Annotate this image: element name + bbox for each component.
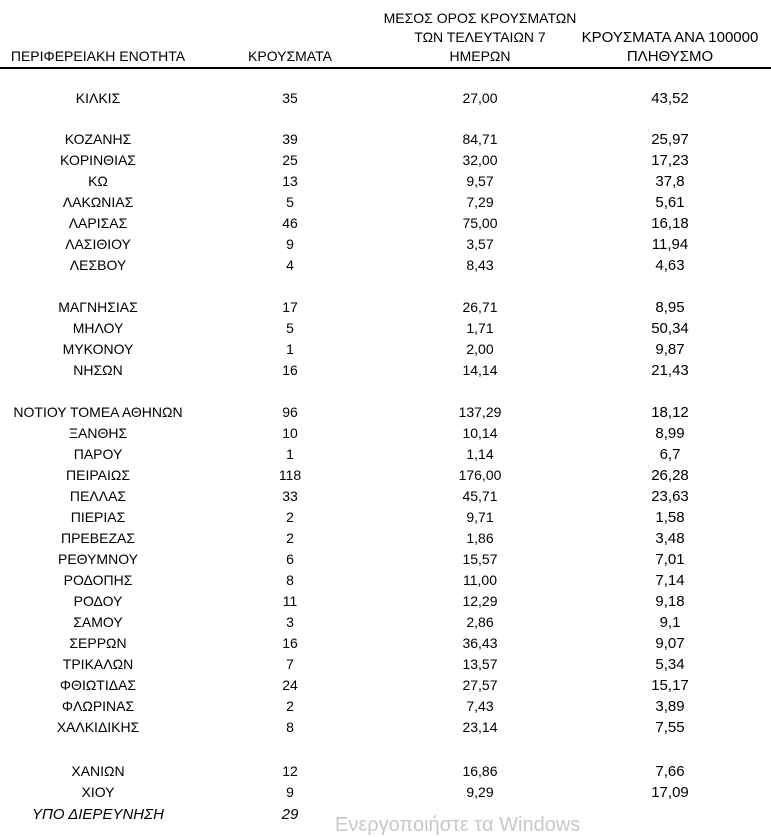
table-row (0, 633, 771, 654)
cell-per100k: 21,43 (651, 362, 689, 379)
table-row (0, 591, 771, 612)
cell-unit: ΠΕΛΛΑΣ (69, 488, 127, 504)
cell-avg7: 8,43 (466, 257, 494, 273)
cell-unit: ΣΑΜΟΥ (73, 614, 123, 630)
cell-unit: ΡΟΔΟΥ (73, 593, 123, 609)
cell-per100k: 25,97 (651, 131, 689, 148)
cell-per100k: 4,63 (655, 257, 685, 274)
cell-cases: 9 (286, 784, 294, 800)
cell-unit: ΜΥΚΟΝΟΥ (62, 341, 134, 357)
cell-per100k: 3,48 (655, 530, 685, 547)
cell-avg7: 13,57 (462, 656, 498, 672)
cell-unit: ΠΡΕΒΕΖΑΣ (60, 530, 135, 546)
cell-avg7: 36,43 (462, 635, 498, 651)
cell-per100k: 11,94 (651, 236, 689, 253)
cell-avg7: 27,57 (462, 677, 498, 693)
header-col-avg7 (380, 9, 580, 66)
header-col-cases: ΚΡΟΥΣΜΑΤΑ (248, 48, 332, 64)
cell-unit: ΝΗΣΩΝ (73, 362, 123, 378)
table-row (0, 150, 771, 171)
cell-unit: ΡΟΔΟΠΗΣ (63, 572, 133, 588)
cell-unit: ΚΟΖΑΝΗΣ (64, 131, 132, 147)
table-row (0, 612, 771, 633)
table-row (0, 171, 771, 192)
cell-per100k: 18,12 (651, 404, 689, 421)
cell-avg7: 137,29 (458, 404, 502, 420)
header-col-per100k (570, 28, 770, 66)
table-row (0, 444, 771, 465)
cell-per100k: 6,7 (659, 446, 681, 463)
header-avg7-line1: ΜΕΣΟΣ ΟΡΟΣ ΚΡΟΥΣΜΑΤΩΝ (383, 10, 577, 26)
cell-per100k: 23,63 (651, 488, 689, 505)
cell-cases: 10 (282, 425, 298, 441)
table-row (0, 402, 771, 423)
cell-unit: ΧΑΛΚΙΔΙΚΗΣ (56, 719, 140, 735)
cell-cases: 11 (282, 593, 298, 609)
cell-per100k: 5,61 (655, 194, 685, 211)
table-row (0, 88, 771, 109)
cell-unit: ΧΑΝΙΩΝ (71, 763, 125, 779)
cell-avg7: 2,86 (466, 614, 494, 630)
cell-unit: ΦΘΙΩΤΙΔΑΣ (59, 677, 137, 693)
cell-cases: 4 (286, 257, 294, 273)
table-row (0, 528, 771, 549)
cell-avg7: 26,71 (462, 299, 498, 315)
cell-avg7: 10,14 (462, 425, 498, 441)
cell-unit: ΜΗΛΟΥ (72, 320, 124, 336)
cell-per100k: 3,89 (655, 698, 685, 715)
cell-unit: ΛΑΡΙΣΑΣ (68, 215, 128, 231)
cell-cases: 6 (286, 551, 294, 567)
table-row (0, 234, 771, 255)
cell-unit: ΧΙΟΥ (81, 784, 115, 800)
cell-cases: 118 (278, 467, 302, 483)
header-avg7-line2: ΤΩΝ ΤΕΛΕΥΤΑΙΩΝ 7 (414, 29, 546, 45)
cell-unit: ΤΡΙΚΑΛΩΝ (62, 656, 134, 672)
table-row (0, 696, 771, 717)
cell-per100k: 9,87 (655, 341, 685, 358)
cell-unit: ΚΩ (88, 173, 108, 189)
cell-per100k: 8,99 (655, 425, 685, 442)
cell-cases: 96 (282, 404, 298, 420)
cell-per100k: 7,55 (655, 719, 685, 736)
cell-cases: 12 (282, 763, 298, 779)
cell-avg7: 1,14 (466, 446, 494, 462)
cell-per100k: 9,07 (655, 635, 685, 652)
table-row (0, 570, 771, 591)
cell-unit: ΦΛΩΡΙΝΑΣ (61, 698, 135, 714)
table-row (0, 675, 771, 696)
cell-avg7: 14,14 (462, 362, 498, 378)
cell-per100k: 43,52 (651, 90, 689, 107)
cell-unit: ΛΑΣΙΘΙΟΥ (65, 236, 131, 252)
cell-avg7: 27,00 (462, 90, 498, 106)
cell-per100k: 7,66 (655, 763, 685, 780)
cell-avg7: 12,29 (462, 593, 498, 609)
cell-cases: 16 (282, 635, 298, 651)
cell-unit: ΜΑΓΝΗΣΙΑΣ (58, 299, 138, 315)
table-row (0, 423, 771, 444)
cell-cases: 9 (286, 236, 294, 252)
cell-per100k: 9,1 (659, 614, 681, 631)
cell-avg7: 11,00 (463, 572, 497, 588)
table-row (0, 339, 771, 360)
cell-unit: ΠΕΙΡΑΙΩΣ (66, 467, 130, 483)
cell-cases: 13 (282, 173, 298, 189)
cell-cases: 2 (286, 698, 294, 714)
cell-cases: 5 (286, 320, 294, 336)
cell-unit: ΣΕΡΡΩΝ (69, 635, 127, 651)
cell-cases: 3 (286, 614, 294, 630)
cell-per100k: 37,8 (655, 173, 685, 190)
cell-cases: 1 (286, 446, 294, 462)
cell-unit: ΛΑΚΩΝΙΑΣ (62, 194, 134, 210)
table-row (0, 654, 771, 675)
cell-cases: 1 (286, 341, 294, 357)
cell-per100k: 15,17 (651, 677, 689, 694)
cell-avg7: 9,29 (466, 784, 494, 800)
cell-unit: ΞΑΝΘΗΣ (68, 425, 128, 441)
cell-unit: ΡΕΘΥΜΝΟΥ (57, 551, 138, 567)
cell-per100k: 7,01 (655, 551, 685, 568)
table-row (0, 507, 771, 528)
header-avg7-line3: ΗΜΕΡΩΝ (449, 48, 511, 64)
cell-avg7: 1,71 (466, 320, 494, 336)
cell-avg7: 32,00 (462, 152, 498, 168)
cell-avg7: 7,29 (466, 194, 494, 210)
cell-cases: 46 (282, 215, 298, 231)
windows-activation-watermark: Ενεργοποιήστε τα Windows (335, 814, 581, 836)
cell-cases: 8 (286, 572, 294, 588)
under-investigation-cases: 29 (281, 806, 299, 823)
table-row (0, 549, 771, 570)
cell-per100k: 8,95 (655, 299, 685, 316)
cell-cases: 24 (282, 677, 298, 693)
cell-unit: ΛΕΣΒΟΥ (69, 257, 127, 273)
cell-unit: ΠΙΕΡΙΑΣ (70, 509, 126, 525)
header-per100k-line1: ΚΡΟΥΣΜΑΤΑ ΑΝΑ 100000 (581, 29, 759, 46)
table-row (0, 192, 771, 213)
cell-unit: ΚΙΛΚΙΣ (75, 90, 121, 106)
cell-avg7: 9,57 (466, 173, 494, 189)
cell-cases: 2 (286, 509, 294, 525)
table-row (0, 717, 771, 738)
table-row (0, 318, 771, 339)
cell-avg7: 23,14 (462, 719, 498, 735)
table-row (0, 129, 771, 150)
header-per100k-line2: ΠΛΗΘΥΣΜΟ (626, 48, 714, 65)
table-row (0, 213, 771, 234)
table-row (0, 761, 771, 782)
cell-avg7: 45,71 (462, 488, 498, 504)
cell-avg7: 15,57 (462, 551, 498, 567)
cell-avg7: 9,71 (466, 509, 494, 525)
table-row (0, 360, 771, 381)
table-row (0, 297, 771, 318)
cell-cases: 5 (286, 194, 294, 210)
table-row (0, 255, 771, 276)
cell-per100k: 17,09 (651, 784, 689, 801)
cell-unit: ΚΟΡΙΝΘΙΑΣ (60, 152, 136, 168)
cell-cases: 39 (282, 131, 298, 147)
cell-per100k: 5,34 (655, 656, 685, 673)
cell-cases: 7 (286, 656, 294, 672)
cell-unit: ΝΟΤΙΟΥ ΤΟΜΕΑ ΑΘΗΝΩΝ (13, 404, 183, 420)
cell-cases: 8 (286, 719, 294, 735)
table-row (0, 486, 771, 507)
cell-avg7: 176,00 (458, 467, 502, 483)
cell-cases: 2 (286, 530, 294, 546)
table-row (0, 465, 771, 486)
cell-per100k: 1,58 (655, 509, 685, 526)
cell-per100k: 9,18 (655, 593, 685, 610)
cell-avg7: 1,86 (466, 530, 494, 546)
cell-cases: 17 (282, 299, 298, 315)
cell-cases: 35 (282, 90, 298, 106)
cell-avg7: 84,71 (462, 131, 498, 147)
cell-unit: ΠΑΡΟΥ (73, 446, 123, 462)
cell-per100k: 7,14 (655, 572, 685, 589)
cell-cases: 25 (282, 152, 298, 168)
cell-avg7: 7,43 (466, 698, 494, 714)
cell-avg7: 2,00 (466, 341, 494, 357)
header-col-unit: ΠΕΡΙΦΕΡΕΙΑΚΗ ΕΝΟΤΗΤΑ (10, 48, 186, 64)
cell-avg7: 75,00 (462, 215, 498, 231)
cell-cases: 16 (282, 362, 298, 378)
cell-per100k: 17,23 (651, 152, 689, 169)
table-row (0, 782, 771, 803)
cell-cases: 33 (282, 488, 298, 504)
cell-avg7: 3,57 (466, 236, 494, 252)
cell-per100k: 26,28 (651, 467, 689, 484)
header-underline (0, 67, 771, 69)
under-investigation-label: ΥΠΟ ΔΙΕΡΕΥΝΗΣΗ (32, 806, 164, 823)
cell-per100k: 50,34 (651, 320, 689, 337)
cell-per100k: 16,18 (651, 215, 689, 232)
cell-avg7: 16,86 (462, 763, 498, 779)
